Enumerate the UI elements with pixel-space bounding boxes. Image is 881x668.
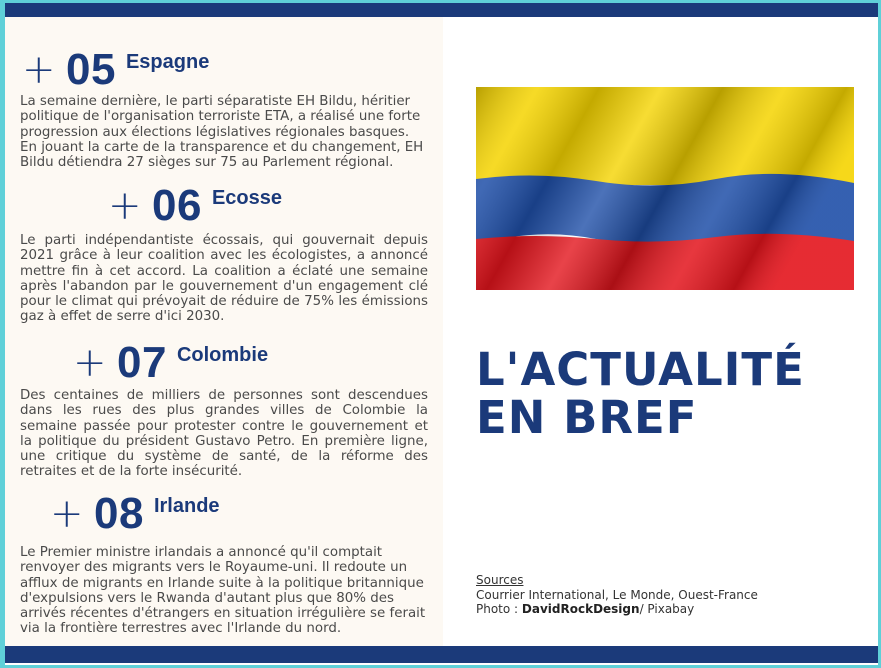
item-number: 08 (94, 489, 144, 538)
top-bar (5, 3, 878, 17)
sources-list: Courrier International, Le Monde, Ouest-France (476, 587, 758, 602)
bottom-bar (5, 646, 878, 663)
photo-suffix: / Pixabay (639, 602, 695, 616)
item-country: Ecosse (211, 186, 283, 209)
item-07-text: Des centaines de milliers de personnes sont descendues dans les rues des plus grandes villes de Colombie la semaine passée pour protester contre le gouvernement et la politique du président Gustavo Petro. En première ligne, une critique du système de santé, de la réforme des retraites et de la forte insécurité. (20, 388, 428, 480)
item-country: Espagne (125, 50, 210, 73)
item-06-header (108, 181, 283, 230)
photo-prefix: Photo : (476, 602, 522, 616)
item-country: Colombie (176, 343, 269, 366)
photo-author: DavidRockDesign (521, 602, 640, 616)
plus-icon: + (108, 183, 142, 229)
item-07-header (73, 338, 269, 387)
sources-block (476, 573, 758, 617)
item-05-text: La semaine dernière, le parti séparatiste EH Bildu, héritier politique de l'organisation terroriste ETA, a réalisé une forte progression aux élections législatives régionales basques. En jouant la carte de la transparence et du changement, EH Bildu détiendra 27 sièges sur 75 au Parlement régional. (20, 94, 424, 171)
item-08-header (50, 489, 220, 538)
title-line-2: EN BREF (476, 391, 698, 444)
item-number: 05 (66, 45, 116, 94)
item-number: 07 (117, 338, 167, 387)
title-line-1: L'ACTUALITÉ (476, 343, 805, 396)
sources-title: Sources (476, 573, 524, 587)
item-06-text: Le parti indépendantiste écossais, qui gouvernait depuis 2021 grâce à leur coalition avec les écologistes, a annoncé mettre fin à cet accord. La coalition a éclaté une semaine après l'abandon par le gouvernement d'un engagement clé pour le climat qui prévoyait de réduire de 75% les émissions gaz à effet de serre d'ici 2030. (20, 233, 428, 325)
plus-icon: + (22, 47, 56, 93)
photo-credit (476, 602, 758, 617)
item-number: 06 (152, 181, 202, 230)
colombia-flag-image (476, 87, 854, 290)
item-05-header (22, 45, 210, 94)
item-country: Irlande (153, 494, 220, 517)
plus-icon: + (73, 340, 107, 386)
page-title (476, 343, 876, 444)
plus-icon: + (50, 491, 84, 537)
item-08-text: Le Premier ministre irlandais a annoncé qu'il comptait renvoyer des migrants vers le Royaume-uni. Il redoute un afflux de migrants en Irlande suite à la politique britannique d'expulsions vers le Rwanda d'autant plus que 80% des arrivés récentes d'étrangers en situation irrégulière se ferait via la frontière terrestres avec l'Irlande du nord. (20, 545, 426, 637)
